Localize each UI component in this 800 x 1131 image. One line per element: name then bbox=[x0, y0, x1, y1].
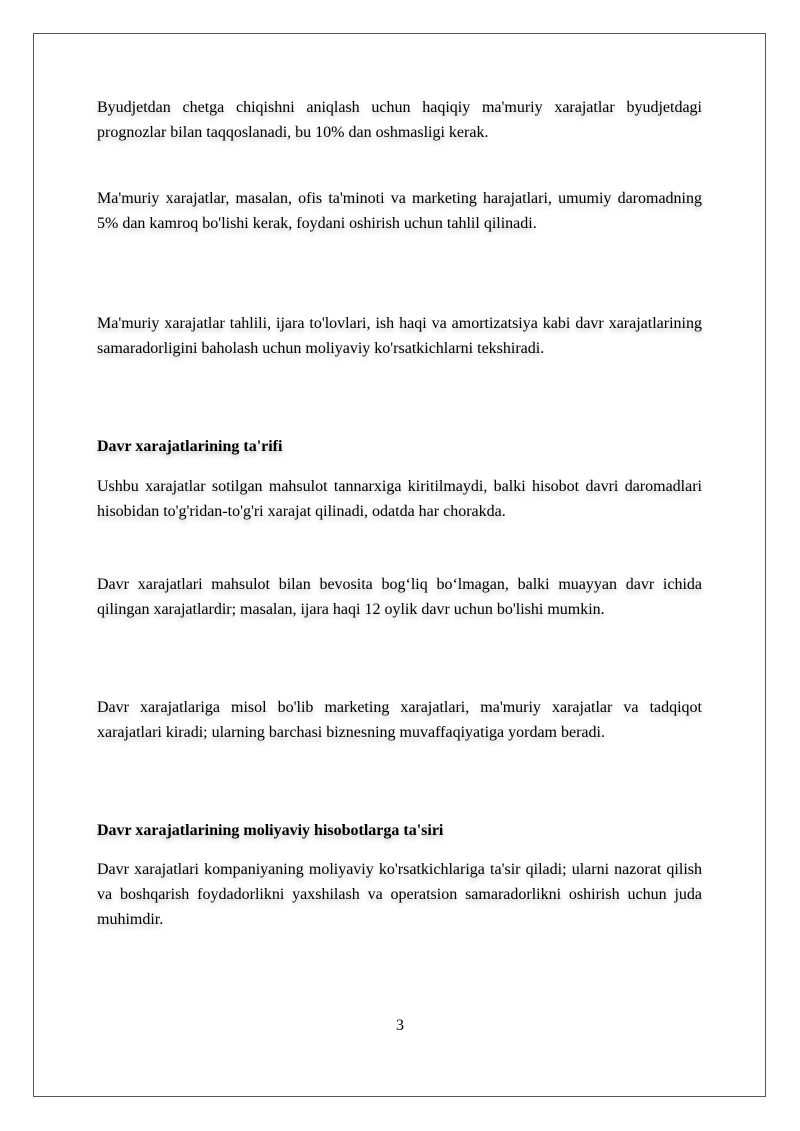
paragraph-financial-impact: Davr xarajatlari kompaniyaning moliyaviy ko'rsatkichlariga ta'sir qiladi; ularni nazorat qilish va boshqarish foydadorlikni yaxshilash va operatsion samaradorlikni oshirish uchun juda muhimdir. bbox=[97, 861, 702, 928]
page-number: 3 bbox=[396, 1017, 404, 1034]
paragraph-period-costs-example: Davr xarajatlari mahsulot bilan bevosita bog‘liq bo‘lmagan, balki muayyan davr ichida qilingan xarajatlardir; masalan, ijara haqi 12 oylik davr uchun bo'lishi mumkin. bbox=[97, 576, 702, 618]
paragraph-period-costs-types: Davr xarajatlariga misol bo'lib marketing xarajatlari, ma'muriy xarajatlar va tadqiqot xarajatlari kiradi; ularning barchasi biznesning muvaffaqiyatiga yordam beradi. bbox=[97, 699, 702, 741]
paragraph-admin-expenses-analysis: Ma'muriy xarajatlar tahlili, ijara to'lovlari, ish haqi va amortizatsiya kabi davr xarajatlarining samaradorligini baholash uchun moliyaviy ko'rsatkichlarni tekshiradi. bbox=[97, 315, 702, 357]
paragraph-admin-expenses-share: Ma'muriy xarajatlar, masalan, ofis ta'minoti va marketing harajatlari, umumiy daromadning 5% dan kamroq bo'lishi kerak, foydani oshirish uchun tahlil qilinadi. bbox=[97, 190, 702, 232]
section-heading-financial-impact: Davr xarajatlarining moliyaviy hisobotlarga ta'siri bbox=[97, 822, 444, 839]
section-heading-definition: Davr xarajatlarining ta'rifi bbox=[97, 438, 283, 455]
paragraph-budget-deviation: Byudjetdan chetga chiqishni aniqlash uchun haqiqiy ma'muriy xarajatlar byudjetdagi prognozlar bilan taqqoslanadi, bu 10% dan oshmasligi kerak. bbox=[97, 99, 702, 141]
paragraph-not-in-cogs: Ushbu xarajatlar sotilgan mahsulot tannarxiga kiritilmaydi, balki hisobot davri daromadlari hisobidan to'g'ridan-to'g'ri xarajat qilinadi, odatda har chorakda. bbox=[97, 478, 702, 520]
